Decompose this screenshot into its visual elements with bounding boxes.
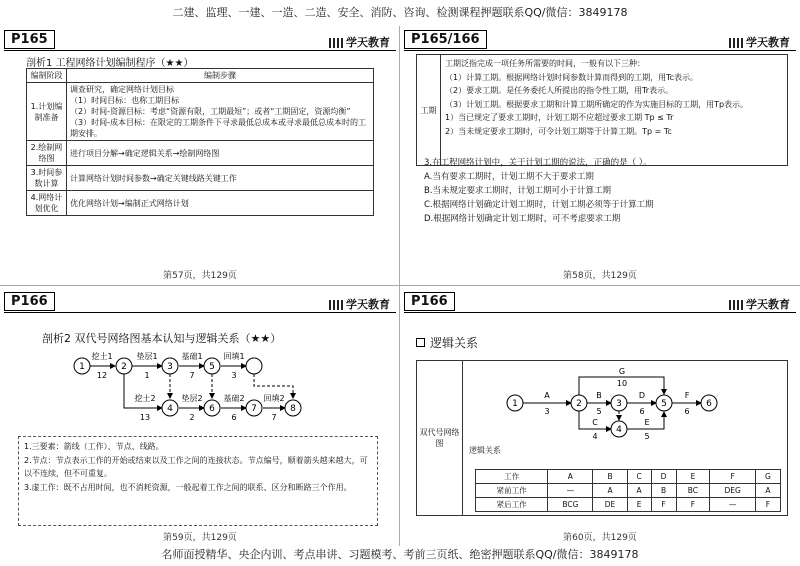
option-d: D.根据网络计划确定计划工期时，可不考虑要求工期: [424, 214, 621, 224]
col-steps: 编制步骤: [67, 69, 374, 83]
node-label: 5: [661, 399, 667, 409]
stage-cell: 4.网络计划优化: [27, 191, 67, 216]
table-cell: DE: [593, 498, 627, 512]
table-cell: F: [651, 498, 676, 512]
node-label: 7: [251, 404, 257, 414]
brand-mark-icon: [729, 38, 743, 48]
activity-name: B: [596, 391, 602, 400]
activity-name: 回填2: [263, 394, 285, 403]
horizontal-divider: [0, 285, 800, 286]
slide-p57: [4, 28, 396, 283]
node: [571, 395, 587, 411]
node: [74, 358, 90, 374]
step-line: （3）时间-成本目标：在限定的工期条件下寻求最低总成本或寻求最低总成本时的工期安排。: [70, 118, 366, 138]
node-label: 2: [121, 362, 127, 372]
relation-label: 逻辑关系: [469, 446, 501, 455]
node-label: 4: [167, 404, 173, 414]
stage-cell: 2.绘制网络图: [27, 141, 67, 166]
text-line: （3）计划工期。根据要求工期和计算工期所确定的作为实施目标的工期，用Tp表示。: [445, 99, 749, 109]
row-head: 紧后工作: [476, 498, 548, 512]
activity-name: G: [618, 367, 626, 376]
note-line: 2.节点：节点表示工作的开始或结束以及工作之间的连接状态。节点编号，顺着箭头越来越大，可以不连续，但不可重复。: [24, 455, 368, 478]
table-cell: BC: [676, 484, 710, 498]
page-number: 第58页，共129页: [563, 271, 637, 281]
question-text: 3.在工程网络计划中，关于计划工期的说法，正确的是（ ）。: [424, 158, 652, 168]
col-stage: 编制阶段: [27, 69, 67, 83]
duration-box: [416, 54, 788, 166]
page-tag: P165: [4, 30, 55, 49]
activity-duration: 3: [231, 371, 237, 380]
activity-duration: 5: [596, 407, 602, 416]
activity-duration: 1: [144, 371, 150, 380]
brand-logo: [329, 296, 390, 312]
network-diagram-logic: [467, 363, 787, 443]
text-line: （1）计算工期。根据网络计划时间参数计算而得到的工期，用Tc表示。: [445, 72, 699, 82]
activity-duration: 10: [616, 379, 628, 388]
table-row: [476, 484, 781, 498]
stage-cell: 3.时间参数计算: [27, 166, 67, 191]
brand-name: 学天教育: [746, 298, 790, 311]
steps-cell: [67, 83, 374, 141]
page-tag: P166: [4, 292, 55, 311]
table-cell: G: [755, 470, 780, 484]
activity-name: E: [644, 418, 650, 427]
page-footer: 名师面授精华、央企内训、考点串讲、习题模考、考前三页纸、绝密押题联系QQ/微信：3849178: [161, 548, 639, 561]
table-row: [476, 498, 781, 512]
duration-lines: [445, 57, 785, 138]
section-heading: 剖析2 双代号网络图基本认知与逻辑关系（★★）: [42, 332, 282, 345]
node-label: 6: [706, 399, 712, 409]
steps-cell: 进行项目分解→确定逻辑关系→绘制网络图: [67, 141, 374, 166]
page-number: 第60页，共129页: [563, 533, 637, 543]
option-c: C.根据网络计划确定计划工期时，计划工期必须等于计算工期: [424, 200, 654, 210]
text-line: （2）要求工期。是任务委托人所提出的指令性工期，用Tr表示。: [445, 86, 674, 95]
node: [116, 358, 132, 374]
table-row: [27, 191, 374, 216]
activity-duration: 3: [544, 407, 550, 416]
activity-duration: 5: [644, 432, 650, 441]
table-row: [27, 166, 374, 191]
question-block: [424, 156, 654, 226]
activity-duration: 6: [639, 407, 645, 416]
section-heading: [416, 334, 478, 351]
node-label: 1: [79, 362, 85, 372]
table-cell: C: [627, 470, 651, 484]
brand-name: 学天教育: [346, 298, 390, 311]
node: [656, 395, 672, 411]
node-label: 1: [512, 399, 518, 409]
text-line: 工期泛指完成一项任务所需要的时间，一般有以下三种：: [445, 59, 645, 68]
brand-name: 学天教育: [346, 36, 390, 49]
activity-duration: 13: [139, 413, 151, 422]
text-line: 1）当已规定了要求工期时，计划工期不应超过要求工期 Tp ≤ Tr: [445, 113, 674, 122]
title-rule: [404, 50, 796, 51]
brand-mark-icon: [729, 300, 743, 310]
node-label: 8: [290, 404, 296, 414]
activity-duration: 12: [96, 371, 108, 380]
node: [507, 395, 523, 411]
step-line: 调查研究，确定网络计划目标: [70, 85, 174, 94]
brand-logo: [729, 34, 790, 50]
brand-mark-icon: [329, 38, 343, 48]
stage-cell: 1.计划编制准备: [27, 83, 67, 141]
table-cell: F: [710, 470, 756, 484]
table-row: [27, 83, 374, 141]
procedure-table: [26, 68, 374, 216]
activity-name: 垫层2: [181, 394, 203, 403]
title-rule: [4, 312, 396, 313]
table-cell: F: [676, 498, 710, 512]
activity-name: A: [544, 391, 550, 400]
table-row: [476, 470, 781, 484]
activity-name: 基础2: [223, 394, 245, 403]
table-cell: E: [676, 470, 710, 484]
page-header: 二建、监理、一建、一造、二造、安全、消防、咨询、检测课程押题联系QQ/微信：3849178: [172, 6, 628, 19]
activity-duration: 2: [189, 413, 195, 422]
table-cell: BCG: [548, 498, 593, 512]
node-top-end: [246, 358, 262, 374]
table-cell: A: [548, 470, 593, 484]
activity-duration: 7: [271, 413, 277, 422]
node: [162, 400, 178, 416]
page-number: 第57页，共129页: [163, 271, 237, 281]
row-head: 工作: [476, 470, 548, 484]
brand-mark-icon: [329, 300, 343, 310]
note-line: 3.虚工作：既不占用时间，也不消耗资源，一般起着工作之间的联系、区分和断路三个作用。: [24, 482, 352, 492]
network-label: 双代号网络图: [417, 361, 463, 515]
node-label: 3: [167, 362, 173, 372]
title-rule: [4, 50, 396, 51]
node: [162, 358, 178, 374]
steps-cell: 优化网络计划→编制正式网络计划: [67, 191, 374, 216]
relation-table: [475, 469, 781, 512]
node: [204, 400, 220, 416]
title-rule: [404, 312, 796, 313]
vertical-divider: [399, 26, 400, 546]
activity-name: 基础1: [181, 352, 203, 361]
brand-name: 学天教育: [746, 36, 790, 49]
step-line: （1）时间目标：也称工期目标: [70, 96, 180, 105]
activity-duration: 7: [189, 371, 195, 380]
node-label: 2: [576, 399, 582, 409]
table-cell: D: [651, 470, 676, 484]
page-tag: P166: [404, 292, 455, 311]
text-line: 2）当未规定要求工期时，可令计划工期等于计算工期。Tp = Tc: [445, 126, 672, 136]
node-label: 3: [616, 399, 622, 409]
step-line: （2）时间-资源目标：考虑“资源有限，工期最短”；或者“工期固定，资源均衡”: [70, 107, 351, 116]
activity-duration: 6: [231, 413, 237, 422]
node: [204, 358, 220, 374]
node: [611, 395, 627, 411]
page-number: 第59页，共129页: [163, 533, 237, 543]
table-row: [27, 141, 374, 166]
slide-p58: [404, 28, 796, 283]
table-cell: A: [593, 484, 627, 498]
table-cell: B: [651, 484, 676, 498]
activity-name: F: [684, 391, 690, 400]
square-bullet-icon: [416, 338, 425, 347]
section-heading: 剖析1 工程网络计划编制程序（★★）: [26, 58, 194, 69]
table-cell: DEG: [710, 484, 756, 498]
table-cell: F: [755, 498, 780, 512]
brand-logo: [729, 296, 790, 312]
activity-name: D: [638, 391, 646, 400]
activity-name: 垫层1: [136, 352, 158, 361]
activity-duration: 4: [592, 432, 598, 441]
note-line: 1.三要素：箭线（工作）、节点、线路。: [24, 442, 164, 451]
option-b: B.当未规定要求工期时，计划工期可小于计算工期: [424, 186, 612, 196]
row-head: 紧前工作: [476, 484, 548, 498]
network-diagram-dual: [4, 346, 396, 436]
activity-duration: 6: [684, 407, 690, 416]
node-label: 6: [209, 404, 215, 414]
table-cell: E: [627, 498, 651, 512]
network-box: [416, 360, 788, 516]
table-cell: —: [710, 498, 756, 512]
table-cell: —: [548, 484, 593, 498]
node: [246, 400, 262, 416]
table-cell: B: [593, 470, 627, 484]
table-cell: A: [627, 484, 651, 498]
steps-cell: 计算网络计划时间参数→确定关键线路关键工作: [67, 166, 374, 191]
node-label: 4: [616, 425, 622, 435]
table-cell: A: [755, 484, 780, 498]
duration-label: 工期: [417, 55, 441, 165]
activity-name: C: [592, 418, 598, 427]
brand-logo: [329, 34, 390, 50]
slide-p60: [404, 290, 796, 545]
notes-box: [18, 436, 378, 526]
slide-p59: [4, 290, 396, 545]
node: [285, 400, 301, 416]
node-label: 5: [209, 362, 215, 372]
page-tag: P165/166: [404, 30, 487, 49]
table-header-row: [27, 69, 374, 83]
activity-name: 回填1: [223, 352, 245, 361]
node: [701, 395, 717, 411]
heading-text: 逻辑关系: [430, 336, 479, 350]
option-a: A.当有要求工期时，计划工期不大于要求工期: [424, 172, 594, 182]
node: [611, 421, 627, 437]
activity-name: 挖土1: [91, 352, 113, 361]
activity-name: 挖土2: [134, 394, 156, 403]
